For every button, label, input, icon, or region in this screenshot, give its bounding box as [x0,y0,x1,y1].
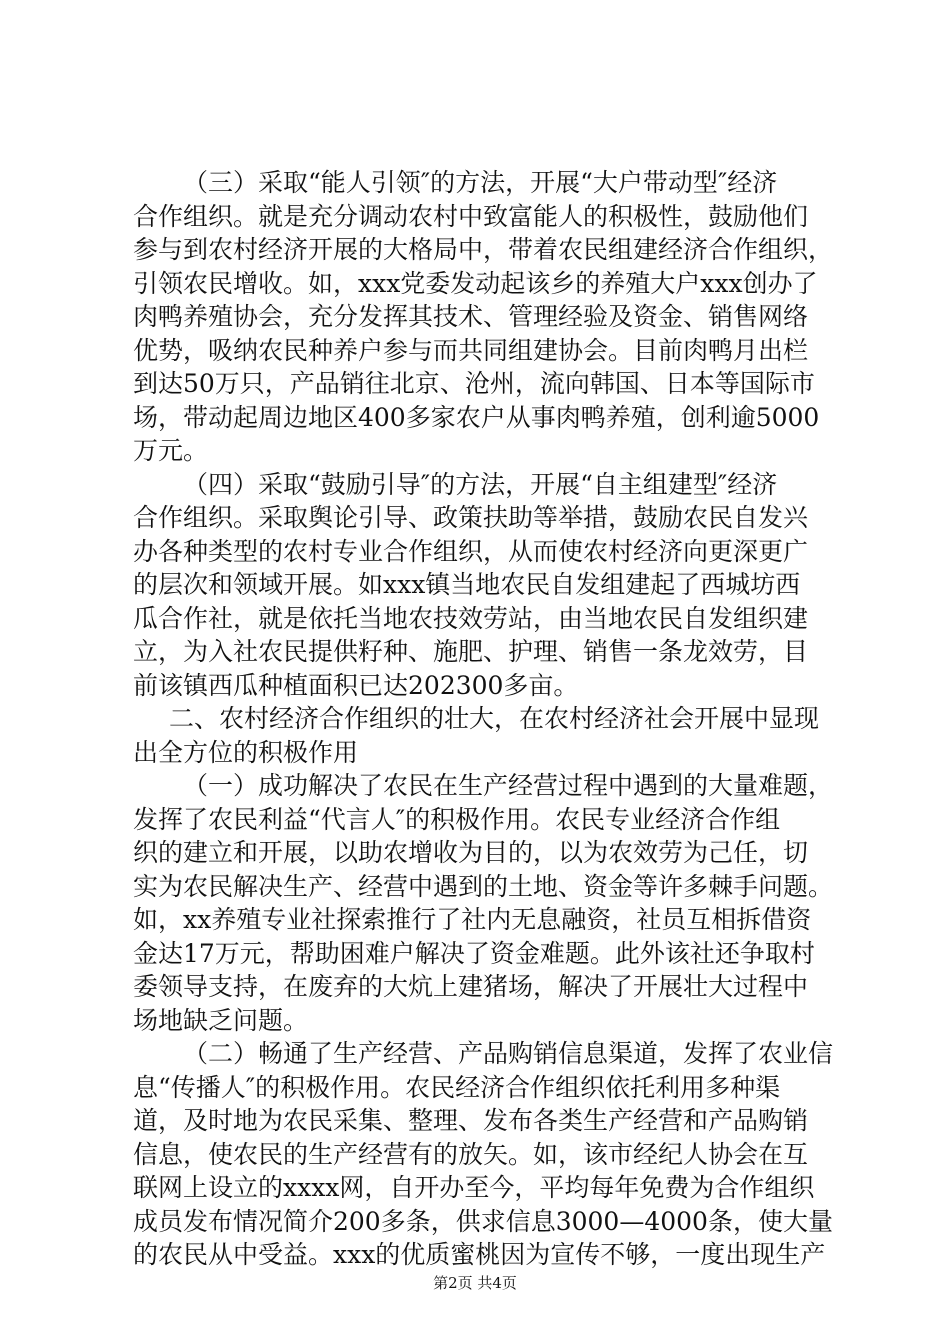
text-line: 信息，使农民的生产经营有的放矢。如，该市经纪人协会在互 [133,1139,809,1169]
text-line: 委领导支持，在废弃的大炕上建猪场，解决了开展壮大过程中 [133,972,809,1001]
text-line: 引领农民增收。如，xxx党委发动起该乡的养殖大户xxx创办了 [133,268,818,298]
text-line: 实为农民解决生产、经营中遇到的土地、资金等许多棘手问题。 [133,871,833,901]
text-line: 合作组织。采取舆论引导、政策扶助等举措，鼓励农民自发兴 [133,503,809,532]
text-line: 瓜合作社，就是依托当地农技效劳站，由当地农民自发组织建 [133,603,809,633]
text-line: 织的建立和开展，以助农增收为目的，以为农效劳为己任，切 [133,838,809,867]
text-line: 出全方位的积极作用 [133,737,359,767]
text-line: 前该镇西瓜种植面积已达202300多亩。 [133,670,579,700]
text-line: 成员发布情况简介200多条，供求信息3000—4000条，使大量 [133,1206,833,1236]
document-body [133,166,833,1272]
text-line: 道，及时地为农民采集、整理、发布各类生产经营和产品购销 [133,1106,809,1135]
text-line: 办各种类型的农村专业合作组织，从而使农村经济向更深更广 [133,536,809,566]
text-line: 肉鸭养殖协会，充分发挥其技术、管理经验及资金、销售网络 [133,302,809,331]
text-line: 的农民从中受益。xxx的优质蜜桃因为宣传不够，一度出现生产 [133,1240,826,1269]
text-line: 参与到农村经济开展的大格局中，带着农民组建经济合作组织， [133,235,833,264]
paragraph-1-heading-line: （一）成功解决了农民在生产经营过程中遇到的大量难题， [183,771,833,800]
page-number-footer: 第2页 共4页 [433,1274,517,1292]
text-line: 息“传播人″的积极作用。农民经济合作组织依托利用多种渠 [133,1072,781,1102]
text-line: 到达50万只，产品销往北京、沧州，流向韩国、日本等国际市 [133,369,815,398]
section-2-heading-line: 二、农村经济合作组织的壮大，在农村经济社会开展中显现 [169,704,820,733]
text-line: 场，带动起周边地区400多家农户从事肉鸭养殖，创利逾5000 [133,402,820,432]
text-line: 金达17万元，帮助困难户解决了资金难题。此外该社还争取村 [133,938,815,968]
paragraph-3-heading-line: （三）采取“能人引领″的方法，开展“大户带动型″经济 [183,168,778,197]
text-line: 发挥了农民利益“代言人″的积极作用。农民专业经济合作组 [133,804,781,834]
paragraph-4-heading-line: （四）采取“鼓励引导″的方法，开展“自主组建型″经济 [183,469,778,499]
text-line: 万元。 [133,436,209,465]
text-line: 场地缺乏问题。 [133,1005,309,1035]
text-line: 立，为入社农民提供籽种、施肥、护理、销售一条龙效劳，目 [133,637,809,666]
text-line: 优势，吸纳农民种养户参与而共同组建协会。目前肉鸭月出栏 [133,335,809,365]
text-line: 联网上设立的xxxx网，自开办至今，平均每年免费为合作组织 [133,1173,815,1202]
text-line: 合作组织。就是充分调动农村中致富能人的积极性，鼓励他们 [133,201,809,231]
text-line: 的层次和领域开展。如xxx镇当地农民自发组建起了西城坊西 [133,570,801,599]
text-line: 如，xx养殖专业社探索推行了社内无息融资，社员互相拆借资 [133,905,812,934]
paragraph-2-heading-line: （二）畅通了生产经营、产品购销信息渠道，发挥了农业信 [183,1039,833,1068]
